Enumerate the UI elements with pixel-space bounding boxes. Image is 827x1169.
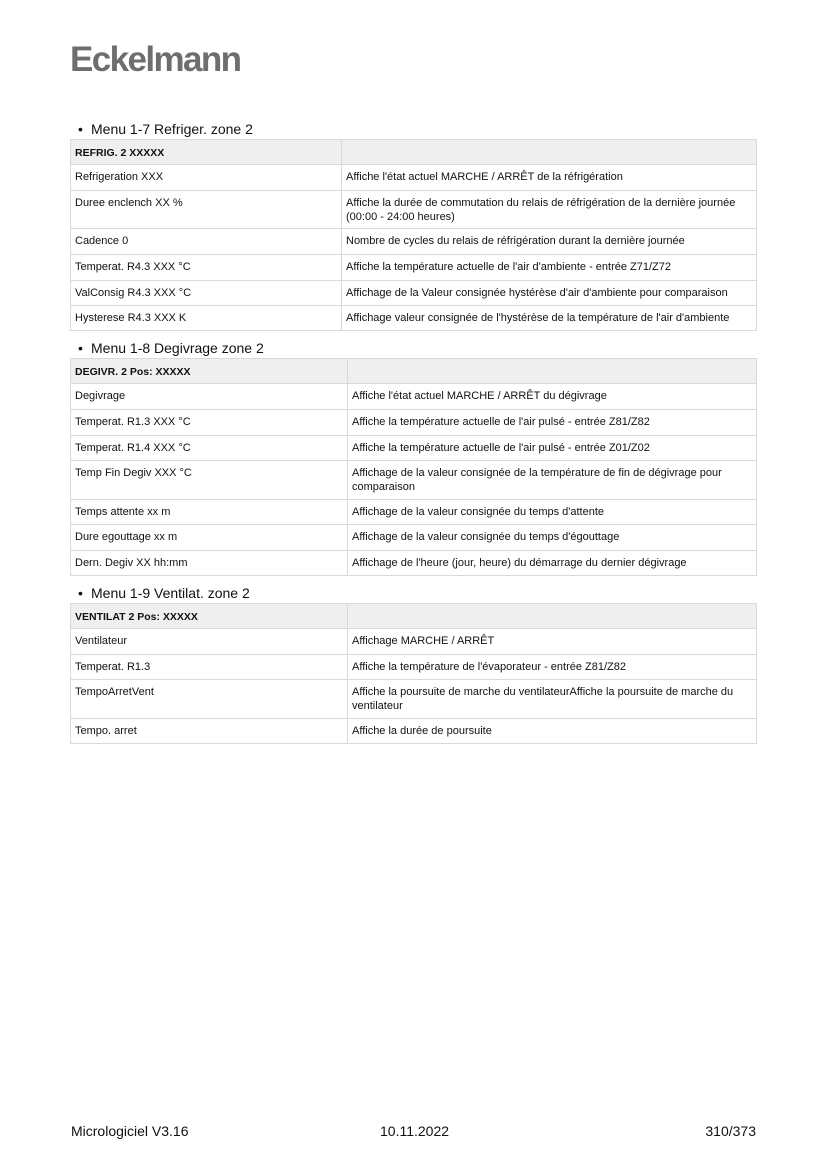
table-row [71, 255, 757, 281]
description-cell: Affichage de la Valeur consignée hystérèse d'air d'ambiente pour comparaison [342, 281, 757, 306]
param-cell: Dure egouttage xx m [71, 525, 348, 551]
table-row [71, 165, 757, 191]
param-cell: Hysterese R4.3 XXX K [71, 306, 342, 331]
description-cell: Affichage de la valeur consignée du temps d'attente [348, 500, 757, 525]
param-cell: TempoArretVent [71, 680, 348, 719]
param-cell: Temps attente xx m [71, 500, 348, 525]
param-cell: Temp Fin Degiv XXX °C [71, 461, 348, 500]
table-header-cell: REFRIG. 2 XXXXX [71, 140, 342, 165]
bullet-icon: • [78, 585, 83, 601]
description-cell: Affichage de l'heure (jour, heure) du démarrage du dernier dégivrage [348, 551, 757, 576]
param-cell: Cadence 0 [71, 229, 342, 255]
description-cell: Affichage MARCHE / ARRÊT [348, 629, 757, 655]
table-row [71, 525, 757, 551]
table-header-cell-empty [348, 359, 757, 384]
table-header-cell-empty [348, 604, 757, 629]
description-cell: Affiche la durée de poursuite [348, 719, 757, 744]
table-header-cell: VENTILAT 2 Pos: XXXXX [71, 604, 348, 629]
param-cell: Temperat. R1.3 [71, 655, 348, 680]
description-cell: Affiche la température actuelle de l'air pulsé - entrée Z01/Z02 [348, 436, 757, 461]
table-row [71, 306, 757, 331]
table-row [71, 680, 757, 719]
section-title-text: Menu 1-7 Refriger. zone 2 [91, 121, 253, 137]
description-cell: Affiche l'état actuel MARCHE / ARRÊT de la réfrigération [342, 165, 757, 191]
description-cell: Affiche la température de l'évaporateur - entrée Z81/Z82 [348, 655, 757, 680]
description-cell: Affichage valeur consignée de l'hystérèse de la température de l'air d'ambiente [342, 306, 757, 331]
table-row [71, 655, 757, 680]
param-cell: Degivrage [71, 384, 348, 410]
description-cell: Affichage de la valeur consignée du temps d'égouttage [348, 525, 757, 551]
param-cell: Temperat. R1.4 XXX °C [71, 436, 348, 461]
table-header-row [71, 359, 757, 384]
table-row [71, 436, 757, 461]
description-cell: Nombre de cycles du relais de réfrigération durant la dernière journée [342, 229, 757, 255]
table-row [71, 384, 757, 410]
bullet-icon: • [78, 121, 83, 137]
description-cell: Affiche la température actuelle de l'air pulsé - entrée Z81/Z82 [348, 410, 757, 436]
eckelmann-logo: Eckelmann [70, 40, 241, 79]
param-cell: Tempo. arret [71, 719, 348, 744]
section-title-menu-1-9 [78, 584, 250, 602]
footer-page-number: 310/373 [705, 1123, 756, 1139]
table-refrig-zone-2 [70, 139, 757, 331]
footer-firmware-version: Micrologiciel V3.16 [71, 1123, 189, 1139]
param-cell: Dern. Degiv XX hh:mm [71, 551, 348, 576]
table-row [71, 551, 757, 576]
table-row [71, 410, 757, 436]
param-cell: Refrigeration XXX [71, 165, 342, 191]
table-header-cell: DEGIVR. 2 Pos: XXXXX [71, 359, 348, 384]
table-row [71, 461, 757, 500]
table-row [71, 229, 757, 255]
table-row [71, 191, 757, 229]
table-degivrage-zone-2 [70, 358, 757, 576]
table-header-row [71, 604, 757, 629]
footer-date: 10.11.2022 [380, 1123, 450, 1139]
description-cell: Affiche l'état actuel MARCHE / ARRÊT du dégivrage [348, 384, 757, 410]
param-cell: Temperat. R1.3 XXX °C [71, 410, 348, 436]
table-row [71, 500, 757, 525]
section-title-text: Menu 1-8 Degivrage zone 2 [91, 340, 264, 356]
section-title-text: Menu 1-9 Ventilat. zone 2 [91, 585, 250, 601]
table-header-row [71, 140, 757, 165]
param-cell: Duree enclench XX % [71, 191, 342, 229]
section-title-menu-1-7 [78, 120, 253, 138]
description-cell: Affiche la durée de commutation du relais de réfrigération de la dernière journée (00:00 - 24:00 heures) [342, 191, 757, 229]
table-row [71, 629, 757, 655]
description-cell: Affichage de la valeur consignée de la température de fin de dégivrage pour comparaison [348, 461, 757, 500]
table-row [71, 281, 757, 306]
section-title-menu-1-8 [78, 339, 264, 357]
table-header-cell-empty [342, 140, 757, 165]
description-cell: Affiche la poursuite de marche du ventilateurAffiche la poursuite de marche du ventilateur [348, 680, 757, 719]
bullet-icon: • [78, 340, 83, 356]
param-cell: Temperat. R4.3 XXX °C [71, 255, 342, 281]
description-cell: Affiche la température actuelle de l'air d'ambiente - entrée Z71/Z72 [342, 255, 757, 281]
param-cell: ValConsig R4.3 XXX °C [71, 281, 342, 306]
table-ventilat-zone-2 [70, 603, 757, 744]
param-cell: Ventilateur [71, 629, 348, 655]
table-row [71, 719, 757, 744]
